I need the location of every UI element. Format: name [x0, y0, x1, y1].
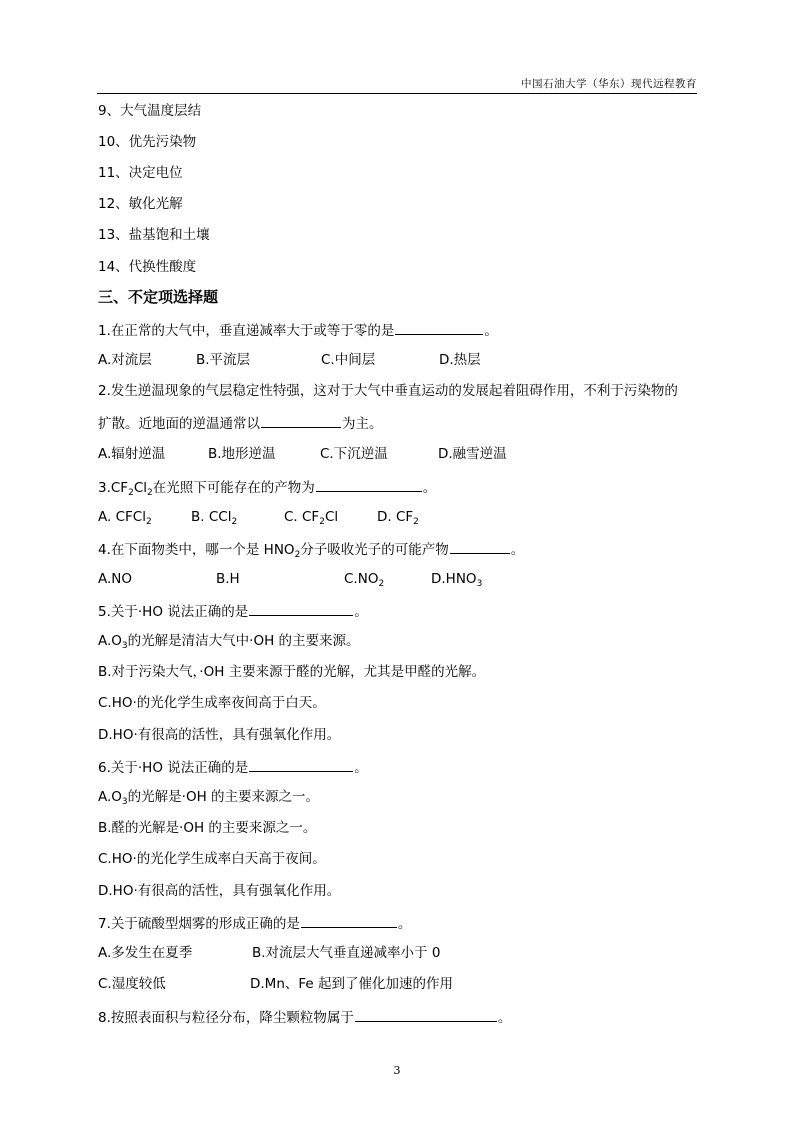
answer-blank [301, 913, 397, 928]
term-14: 14、代换性酸度 [98, 259, 197, 275]
question-5-option-b: B.对于污染大气，·OH 主要来源于醛的光解，尤其是甲醛的光解。 [98, 664, 486, 680]
option-d: D.Mn、Fe 起到了催化加速的作用 [250, 976, 454, 992]
punct: 。 [354, 604, 368, 620]
answer-blank [450, 539, 510, 554]
question-7-options-cd [98, 975, 453, 993]
question-7 [98, 913, 411, 933]
punct: 。 [510, 542, 525, 558]
question-1 [98, 320, 498, 340]
option-a: A. CFCl$_2$ [98, 509, 152, 527]
question-2-options [98, 445, 507, 463]
question-4 [98, 539, 524, 559]
subscript: 2 [294, 550, 301, 560]
answer-blank [261, 413, 341, 428]
option-c: $C.NO_2$ [344, 571, 385, 589]
option-d: D. $CF_2$ [377, 509, 419, 527]
question-5-option-a: $A.O_3$的光解是清洁大气中·OH 的主要来源。 [98, 633, 360, 651]
option-c: C. $CF_2Cl$ [284, 509, 339, 527]
question-6-option-c: C.HO·的光化学生成率白天高于夜间。 [98, 851, 326, 867]
option-c: C.下沉逆温 [320, 446, 388, 462]
answer-blank [249, 757, 353, 772]
page-number: 3 [393, 1064, 401, 1077]
option-b: B.对流层大气垂直递减率小于 0 [252, 945, 441, 961]
question-6-option-d: D.HO·有很高的活性，具有强氧化作用。 [98, 883, 341, 899]
answer-blank [395, 320, 483, 335]
option-d: D.融雪逆温 [438, 446, 507, 462]
q-text: 4.在下面物类中，哪一个是 HNO [98, 542, 295, 558]
option-b: B. CCl$_2$ [191, 509, 238, 527]
question-3 [98, 477, 436, 497]
question-6-option-a: $A.O_3$的光解是·OH 的主要来源之一。 [98, 789, 320, 807]
term-10: 10、优先污染物 [98, 134, 197, 150]
option-b: B.平流层 [196, 352, 251, 368]
q-text: 在光照下可能存在的产物为 [152, 480, 315, 496]
subscript: 2 [147, 488, 153, 498]
option-a: A.多发生在夏季 [98, 945, 193, 961]
question-6-option-b: B.醛的光解是·OH 的主要来源之一。 [98, 820, 317, 836]
question-6-stem: 6.关于·HO 说法正确的是 [98, 760, 249, 776]
answer-blank [316, 477, 422, 492]
q-text: 分子吸收光子的可能产物 [300, 542, 449, 558]
punct: 。 [354, 760, 368, 776]
page-header: 中国石油大学（华东）现代远程教育 [521, 78, 697, 90]
punct: 。 [484, 323, 498, 339]
header-rule [97, 93, 697, 94]
question-8-stem: 8.按照表面积与粒径分布，降尘颗粒物属于 [98, 1010, 354, 1026]
question-2-text-end: 为主。 [342, 416, 383, 432]
term-11: 11、决定电位 [98, 165, 183, 181]
option-d: D.热层 [439, 352, 481, 368]
question-7-stem: 7.关于硫酸型烟雾的形成正确的是 [98, 916, 300, 932]
question-5-option-c: C.HO·的光化学生成率夜间高于白天。 [98, 695, 326, 711]
q-text: Cl [133, 480, 147, 496]
punct: 。 [497, 1010, 512, 1026]
question-5-stem: 5.关于·HO 说法正确的是 [98, 604, 249, 620]
option-d: $D.HNO_3$ [431, 571, 483, 589]
question-2-text: 扩散。近地面的逆温通常以 [98, 416, 260, 432]
question-4-options [98, 570, 482, 588]
term-13: 13、盐基饱和土壤 [98, 227, 210, 243]
question-6 [98, 757, 368, 777]
answer-blank [249, 601, 353, 616]
question-7-options-ab [98, 944, 440, 962]
question-2-line1: 2.发生逆温现象的气层稳定性特强，这对于大气中垂直运动的发展起着阻碍作用，不利于污染物的 [98, 383, 678, 399]
option-c: C.中间层 [321, 352, 376, 368]
section-title: 三、不定项选择题 [98, 288, 219, 306]
term-12: 12、敏化光解 [98, 196, 183, 212]
question-1-options [98, 351, 481, 369]
question-1-stem: 1.在正常的大气中，垂直递减率大于或等于零的是 [98, 323, 395, 339]
option-b: B.地形逆温 [208, 446, 276, 462]
punct: 。 [397, 916, 412, 932]
option-a: A.辐射逆温 [98, 446, 166, 462]
option-a: A.NO [98, 571, 133, 587]
q-text: 3.CF [98, 480, 129, 496]
option-a: A.对流层 [98, 352, 152, 368]
question-3-options [98, 508, 419, 526]
option-c: C.湿度较低 [98, 976, 166, 992]
question-8 [98, 1007, 511, 1027]
question-5 [98, 601, 368, 621]
punct: 。 [422, 480, 437, 496]
question-5-option-d: D.HO·有很高的活性，具有强氧化作用。 [98, 727, 341, 743]
option-b: B.H [216, 571, 240, 587]
question-2-line2 [98, 413, 383, 433]
subscript: 2 [128, 488, 134, 498]
answer-blank [355, 1007, 497, 1022]
term-9: 9、大气温度层结 [98, 103, 202, 119]
